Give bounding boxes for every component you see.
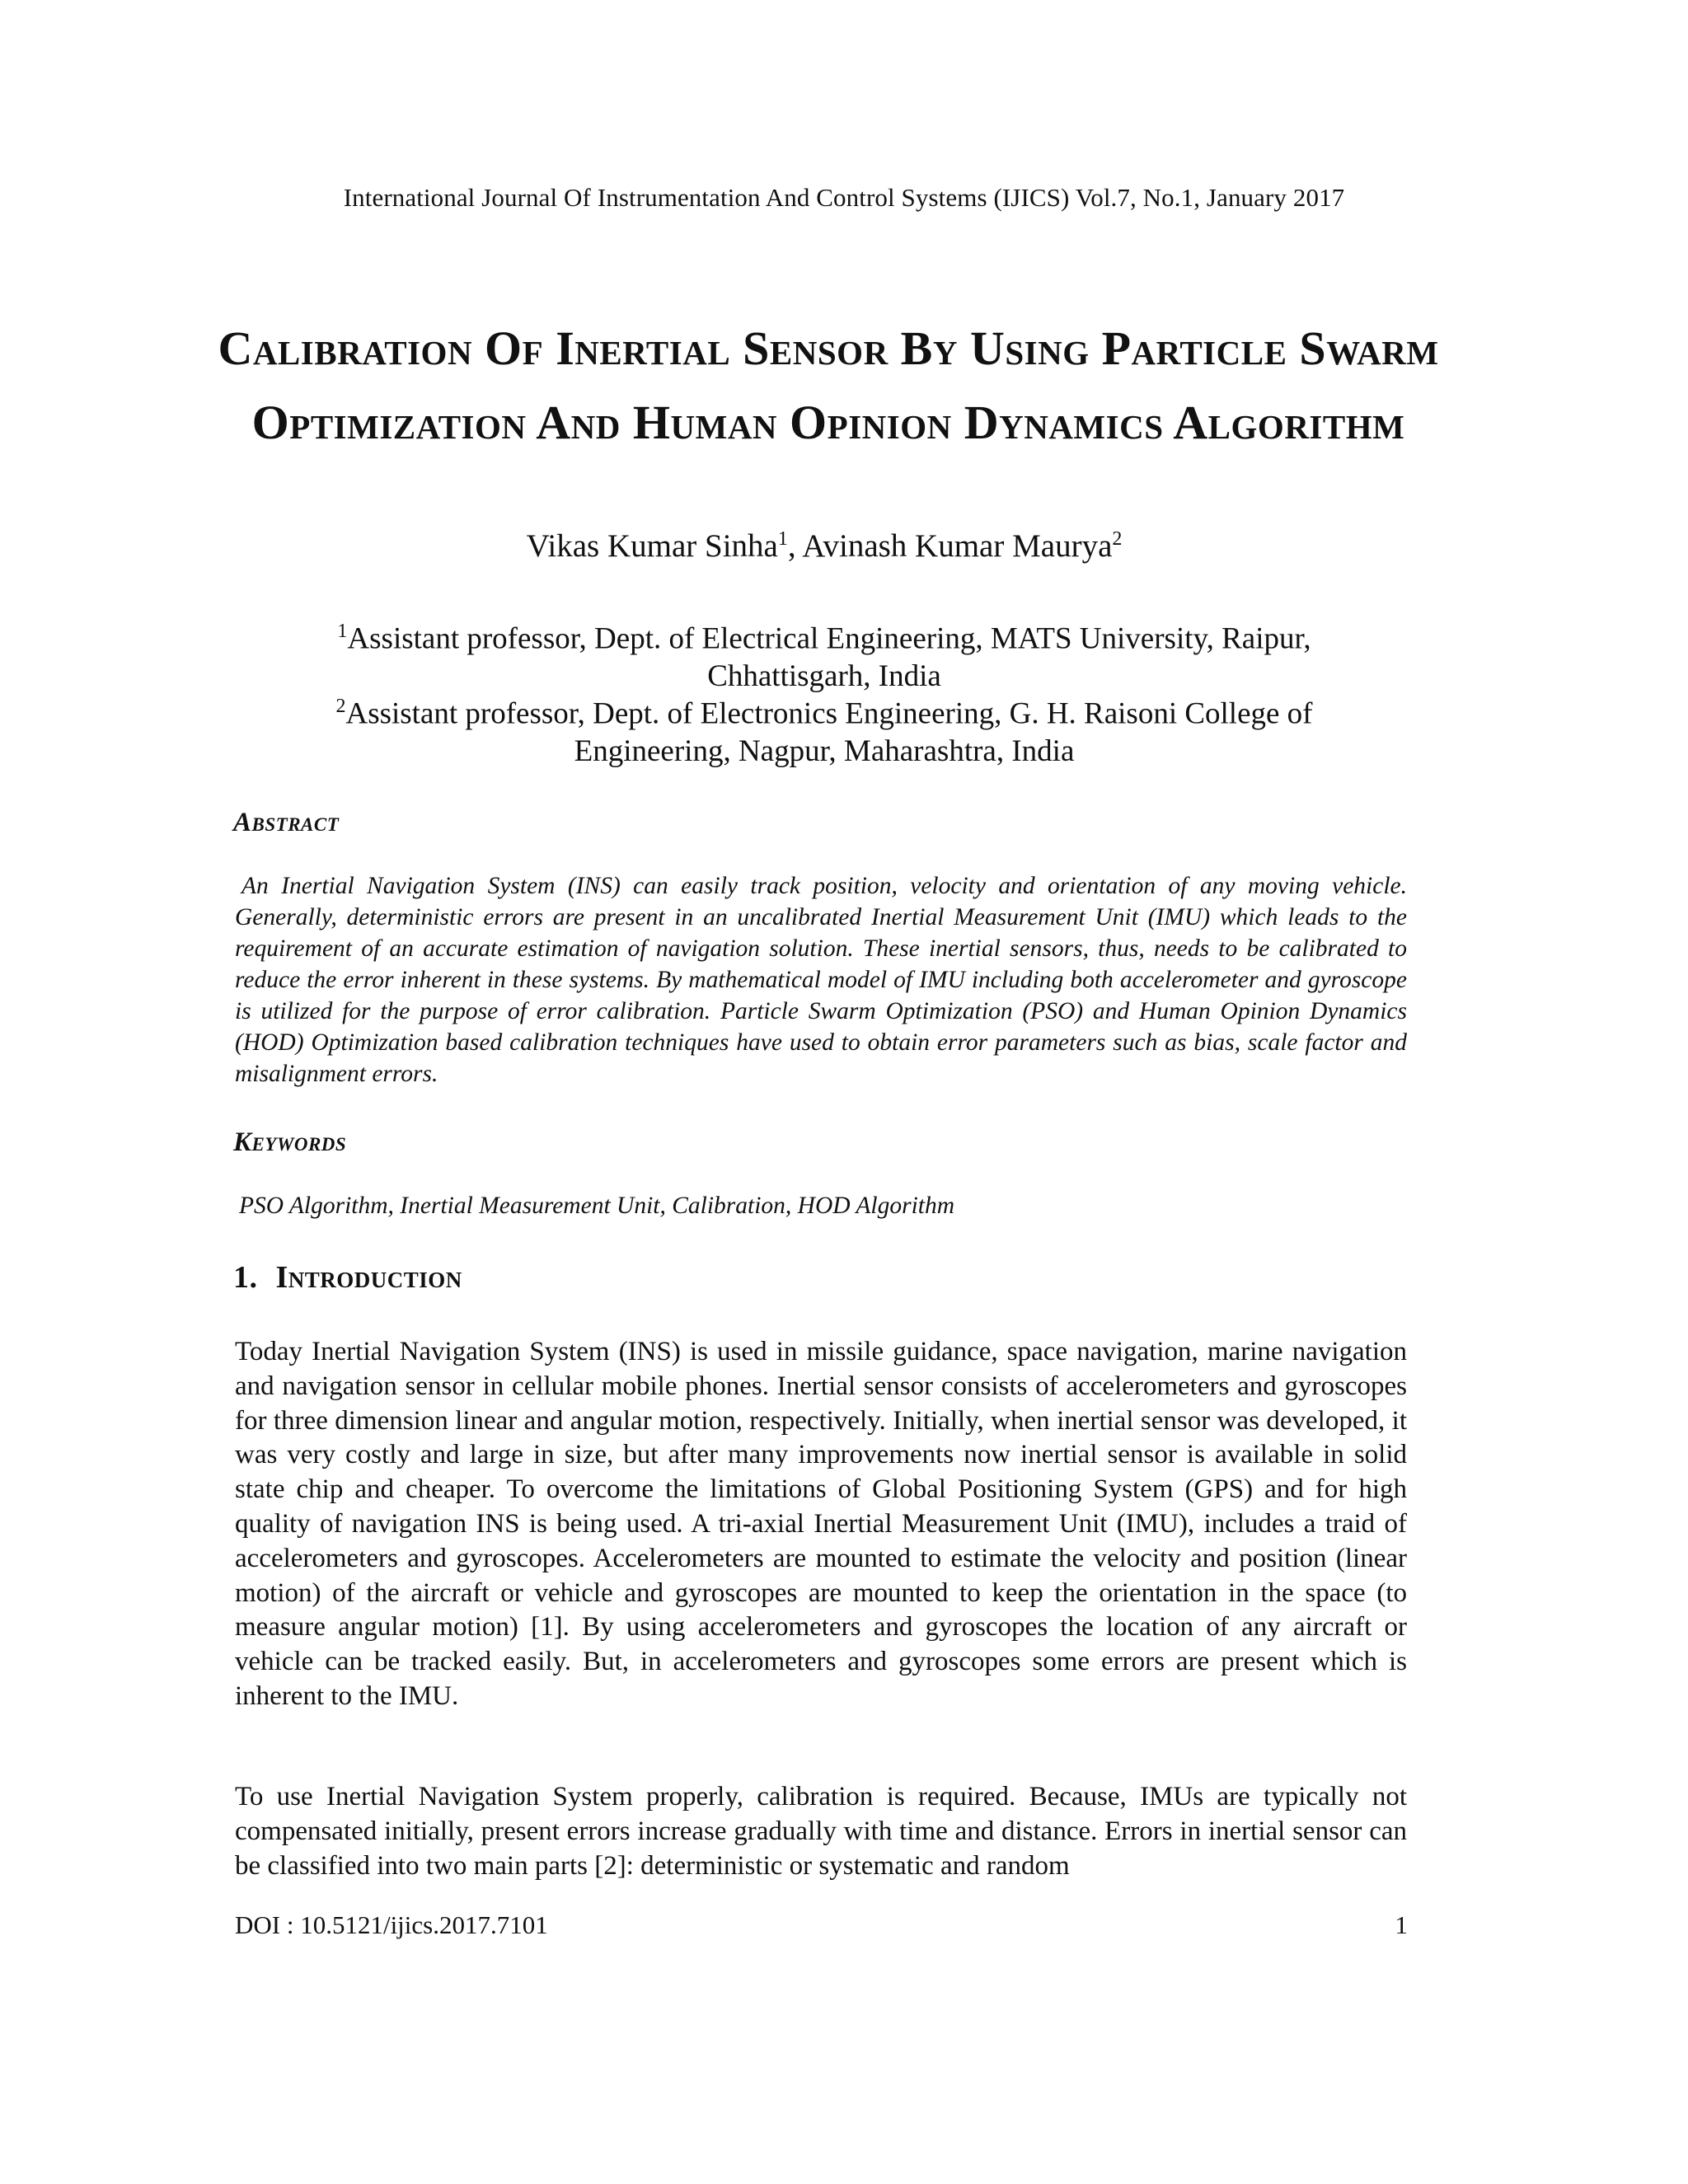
affiliation-text: Assistant professor, Dept. of Electrical Engineering, MATS University, Raipur, Chhattisgarh, India <box>347 621 1311 694</box>
affiliation-marker: 1 <box>337 621 348 642</box>
author-separator: , <box>787 528 803 564</box>
paper-title: Calibration Of Inertial Sensor By Using Particle Swarm Optimization And Human Opinion Dynamics Algorithm <box>218 321 1439 449</box>
introduction-paragraph-1: Today Inertial Navigation System (INS) is used in missile guidance, space navigation, marine navigation and navigation sensor in cellular mobile phones. Inertial sensor consists of accelerometers and gyroscopes for three dimension linear and angular motion, respectively. Initially, when inertial sensor was developed, it was very costly and large in size, but after many improvements now inertial sensor is available in solid state chip and cheaper. To overcome the limitations of Global Positioning System (GPS) and for high quality of navigation INS is being used. A tri-axial Inertial Measurement Unit (IMU), includes a traid of accelerometers and gyroscopes. Accelerometers are mounted to estimate the velocity and position (linear motion) of the aircraft or vehicle and gyroscopes are mounted to keep the orientation in the space (to measure angular motion) [1]. By using accelerometers and gyroscopes the location of any aircraft or vehicle can be tracked easily. But, in accelerometers and gyroscopes some errors are present which is inherent to the IMU. <box>235 1337 1407 1711</box>
author-list <box>0 527 1648 565</box>
keywords-text: PSO Algorithm, Inertial Measurement Unit, Calibration, HOD Algorithm <box>239 1193 955 1219</box>
abstract-heading: Abstract <box>233 808 340 837</box>
affiliation-marker: 1 <box>777 528 788 550</box>
author-name: Avinash Kumar Maurya <box>802 528 1113 564</box>
introduction-heading <box>233 1259 462 1296</box>
section-number: 1. <box>233 1260 258 1295</box>
affiliation-2 <box>280 687 1368 771</box>
affiliation-text: Assistant professor, Dept. of Electronics Engineering, G. H. Raisoni College of Engineering, Nagpur, Maharashtra, India <box>345 696 1313 769</box>
footer-doi: DOI : 10.5121/ijics.2017.7101 <box>235 1910 548 1939</box>
affiliation-marker: 2 <box>1112 528 1123 550</box>
abstract-text: An Inertial Navigation System (INS) can easily track position, velocity and orientation of any moving vehicle. Generally, deterministic errors are present in an uncalibrated Inertial Measurement Unit (IMU) which leads to the requirement of an accurate estimation of navigation solution. These inertial sensors, thus, needs to be calibrated to reduce the error inherent in these systems. By mathematical model of IMU including both accelerometer and gyroscope is utilized for the purpose of error calibration. Particle Swarm Optimization (PSO) and Human Opinion Dynamics (HOD) Optimization based calibration techniques have used to obtain error parameters such as bias, scale factor and misalignment errors. <box>235 873 1407 1087</box>
affiliation-marker: 2 <box>335 696 346 717</box>
author-name: Vikas Kumar Sinha <box>526 528 778 564</box>
keywords-heading: Keywords <box>233 1127 347 1157</box>
introduction-paragraph-2: To use Inertial Navigation System properly, calibration is required. Because, IMUs are typically not compensated initially, present errors increase gradually with time and distance. Errors in inertial sensor can be classified into two main parts [2]: deterministic or systematic and random <box>235 1782 1407 1881</box>
page-number: 1 <box>1395 1910 1408 1939</box>
section-title: Introduction <box>275 1260 462 1295</box>
affiliation-1 <box>280 612 1368 696</box>
running-header: International Journal Of Instrumentation And Control Systems (IJICS) Vol.7, No.1, January 2017 <box>343 183 1345 212</box>
